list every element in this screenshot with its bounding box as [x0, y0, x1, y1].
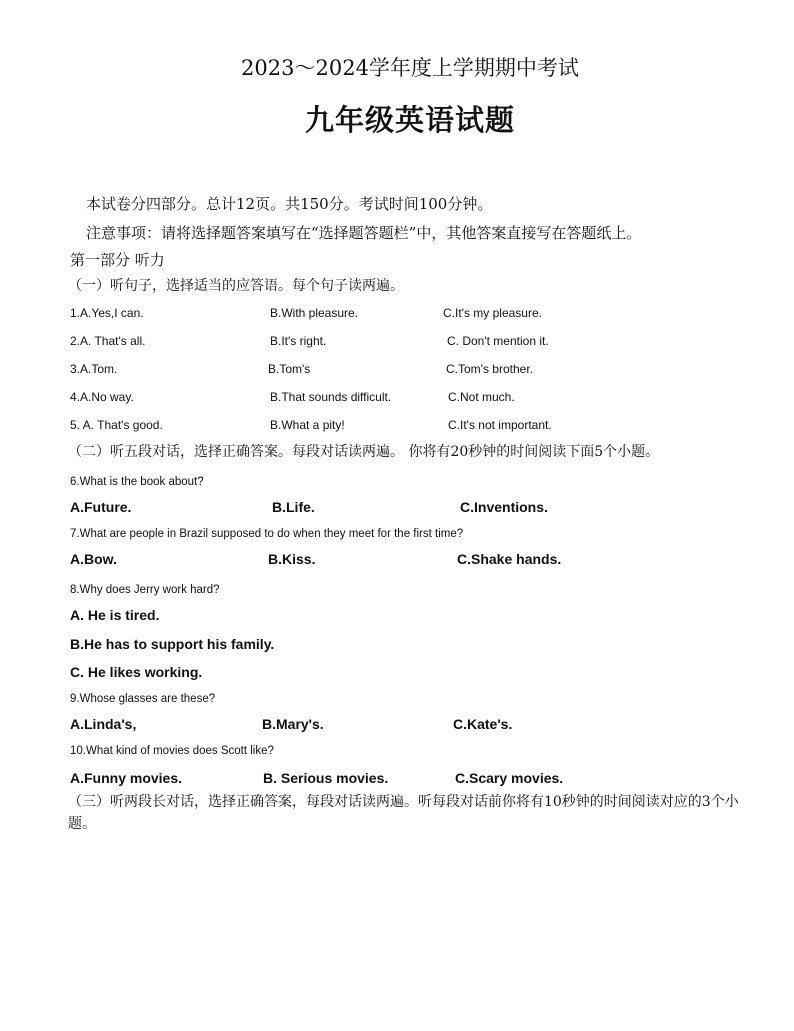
exam-notice-line: 注意事项：请将选择题答案填写在“选择题答题栏”中，其他答案直接写在答题纸上。: [86, 224, 642, 242]
option-a: 5. A. That's good.: [70, 418, 163, 432]
option-c: C.Inventions.: [460, 499, 548, 515]
option-c: C.It's my pleasure.: [443, 306, 542, 320]
option-b: B.That sounds difficult.: [270, 390, 392, 404]
question-text: 10.What kind of movies does Scott like?: [70, 745, 274, 757]
option-c: C.Scary movies.: [455, 770, 564, 786]
option-c: C.Tom's brother.: [446, 362, 533, 376]
question-text: 7.What are people in Brazil supposed to do when they meet for the first time?: [70, 528, 464, 540]
option-c: C.Kate's.: [453, 716, 513, 732]
option-b: B.Mary's.: [262, 716, 324, 732]
option-b: B.With pleasure.: [270, 306, 359, 320]
option-b: B.Tom's: [268, 362, 311, 376]
question-text: 8.Why does Jerry work hard?: [70, 584, 220, 596]
option-c: C. Don't mention it.: [447, 334, 549, 348]
option-b: B.Life.: [272, 499, 315, 515]
option-a: A.Funny movies.: [70, 770, 183, 786]
option-a: A.Future.: [70, 499, 132, 515]
option-b: B.It's right.: [270, 334, 327, 348]
part-title: 第一部分 听力: [70, 251, 165, 269]
option-c: C.Shake hands.: [457, 551, 562, 567]
option-b: B. Serious movies.: [263, 770, 389, 786]
exam-title: 2023～2024学年度上学期期中考试: [241, 56, 579, 80]
option-c: C.It's not important.: [448, 418, 552, 432]
option-b: B.He has to support his family.: [70, 636, 275, 652]
exam-subtitle: 九年级英语试题: [304, 103, 515, 137]
option-a: 1.A.Yes,I can.: [70, 306, 144, 320]
option-b: B.Kiss.: [268, 551, 316, 567]
option-c: C. He likes working.: [70, 664, 203, 680]
option-b: B.What a pity!: [270, 418, 345, 432]
option-c: C.Not much.: [448, 390, 515, 404]
question-text: 6.What is the book about?: [70, 476, 204, 488]
section-heading: （二）听五段对话，选择正确答案。每段对话读两遍。 你将有20秒钟的时间阅读下面5个小题。: [68, 444, 660, 460]
exam-info-line: 本试卷分四部分。总计12页。共150分。考试时间100分钟。: [86, 195, 493, 213]
section-heading: （一）听句子，选择适当的应答语。每个句子读两遍。: [68, 278, 404, 294]
option-a: 3.A.Tom.: [70, 362, 118, 376]
option-a: 2.A. That's all.: [70, 334, 146, 348]
option-a: 4.A.No way.: [70, 390, 134, 404]
section-heading: （三）听两段长对话，选择正确答案，每段对话读两遍。听每段对话前你将有10秒钟的时间阅读对应的3个小题。: [68, 794, 739, 832]
option-a: A.Linda's,: [70, 716, 137, 732]
question-text: 9.Whose glasses are these?: [70, 693, 216, 705]
option-a: A.Bow.: [70, 551, 117, 567]
option-a: A. He is tired.: [70, 607, 160, 623]
